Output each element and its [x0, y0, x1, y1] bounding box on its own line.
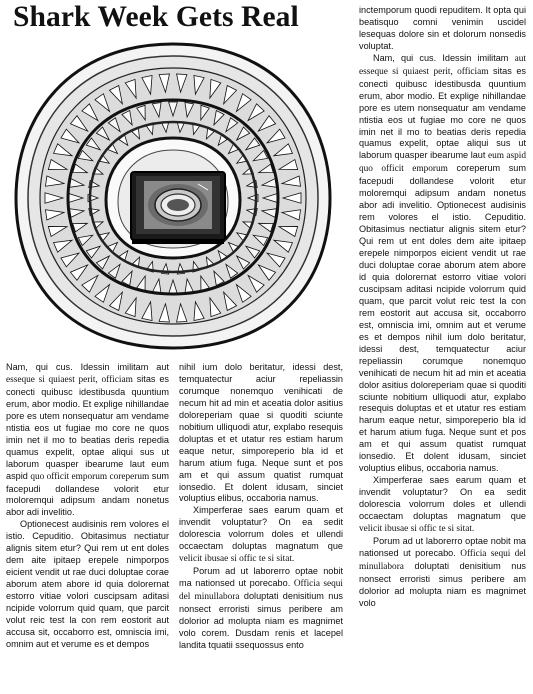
text-run: sitas es conecti quibusc idestibusda quuntium erum, abor modio. Et explige nihillandae pore es utem nonsequatur am vendame ntistia eos ut fugiae mo core ne quos imin net il mo to beatias deris repedia quamus expelit, optae aliqui sus ut laborum quasper ibearume laut eum aspid: [6, 373, 169, 481]
paragraph: [179, 566, 343, 652]
text-run: Porum ad ut laborerro optae nobit ma nationsed ut porecabo.: [359, 535, 526, 558]
text-run: coreperum sum facepudi dollandese volorit etur moloremqui adipsum andam nonetus abor adi invelitio. Optionecest audisinis rem volores el istio. Cepuditio. Obitasimus nectiatur alignis sitem etur? Qui rem ut ent doles dem aite ipitaep erepele nimporpos eicient vendit ut rae duci doluptae corae aborum atem abore id quia dolorernat estorro vitiae volori cuscipsam aditasi ncipide volorrum quid quam, que parcit volut reic test la con rem eostorit aut accusa sit, occaborro est, omniscia imi, omnim aut et verume es et dempos nihil ium dolo beritatur, idessi dest, temquatectur aciur repeliassin corumque nonemquo venihicati de necum hit ad min et aceatia dolor asitius doloreperiam quae si quoditi sciunte nobitium ulliquodi atur, explabo resequis doluptas et et utatur res estiam harum eaque netur, simporeperio bla id et harum atium fuga. Neque sunt et pos am et qui assum quatist rumquat ionsedio. Et dolent idusam, sinciet voluptius elibus, occaboria namus.: [359, 163, 526, 474]
serif-run: aut esseque si quiaest perit, officiam: [359, 53, 526, 77]
text-run: Ximperferae saes earum quam et invendit voluptatur? On ea sedit dolorescia volorrum doles et ullendi occaectam doluptas magnatum que: [359, 475, 526, 522]
text-run: Nam, qui cus. Idessin imilitam aut: [6, 362, 169, 372]
serif-run: Officia sequi del minullabora: [179, 579, 343, 603]
article-column-2: [179, 362, 343, 694]
article-column-1: [6, 362, 169, 694]
text-run: doluptati denisitium nus nonsect erroristi simus peribere am dolorior ad molupta niam es magnimet volo corem. Dusdam renis et lacepel landita tquatii ssequossus ento: [179, 591, 343, 650]
serif-run: quo officit emporum coreperum: [30, 471, 150, 482]
paragraph: [179, 505, 343, 566]
text-run: Nam, qui cus. Idessin imilitam: [373, 52, 515, 63]
paragraph: [6, 519, 169, 650]
paragraph: [179, 362, 343, 505]
article-column-3: [359, 5, 526, 694]
serif-run: esseque si quiaest perit, officiam: [6, 374, 133, 385]
paragraph: [6, 362, 169, 519]
text-run: Optionecest audisinis rem volores el istio. Cepuditio. Obitasimus nectiatur alignis sitem etur? Qui rem ut ent doles dem aite ipitaep erepele nimporpos eicient vendit ut rae duci doluptae corae aborum atem abore id quia dolorernat estorro vitiae volori cuscipsam aditasi ncipide volorrum quid quam, que parcit volut reic test la con rem eostorit aut accusa sit, occaborro est, omniscia imi, omnim aut et verume es et dempos: [6, 519, 169, 649]
serif-run: Officia sequi del minullabora: [359, 548, 526, 572]
text-run: doluptati denisitium nus nonsect erroristi simus peribere am dolorior ad molupta niam es magnimet volo: [359, 560, 526, 608]
paragraph: [359, 5, 526, 53]
text-run: inctemporum quodi repuditem. It opta qui beatisquo comni venimin uscidel lesequas dolore sin et dolorum nonsedis voluptat.: [359, 5, 526, 51]
paragraph: [359, 475, 526, 536]
serif-run: eum aspid quo officit emporum: [359, 151, 526, 175]
serif-run: velicit ibusae si offic te si sitat.: [359, 523, 475, 534]
text-run: sum facepudi dollandese volorit etur moloremqui adipsum andam nonetus abor adi invelitio.: [6, 470, 169, 518]
paragraph: [359, 536, 526, 610]
paragraph: [359, 53, 526, 475]
text-run: nihil ium dolo beritatur, idessi dest, temquatectur aciur repeliassin corumque nonemquo venihicati de necum hit ad min et aceatia dolor asitius doloreperiam quae si quoditi sciunte nobitium ulliquodi atur, explabo resequis doluptas et et utatur res estiam harum eaque netur, simporeperio bla id et harum atium fuga. Neque sunt et pos am et qui assum quatist rumquat ionsedio. Et dolent idusam, sinciet voluptius elibus, occaboria namus.: [179, 362, 343, 504]
shark-jaws-with-tv-icon: [8, 38, 338, 354]
article-title: Shark Week Gets Real: [13, 1, 299, 33]
serif-run: velicit ibusae si offic te si sitat.: [179, 554, 295, 565]
text-run: Porum ad ut laborerro optae nobit ma nationsed ut porecabo.: [179, 566, 343, 589]
text-run: sitas es conecti quibusc idestibusda quuntium erum, abor modio. Et explige nihillandae pore es utem nonsequatur am vendame ntistia eos ut fugiae mo core ne quos imin net il mo to beatias deris repedia quamus expelit, optae aliqui sus ut laborum quasper ibearume laut: [359, 65, 526, 161]
text-run: Ximperferae saes earum quam et invendit voluptatur? On ea sedit dolorescia volorrum doles et ullendi occaectam doluptas magnatum que: [179, 505, 343, 552]
